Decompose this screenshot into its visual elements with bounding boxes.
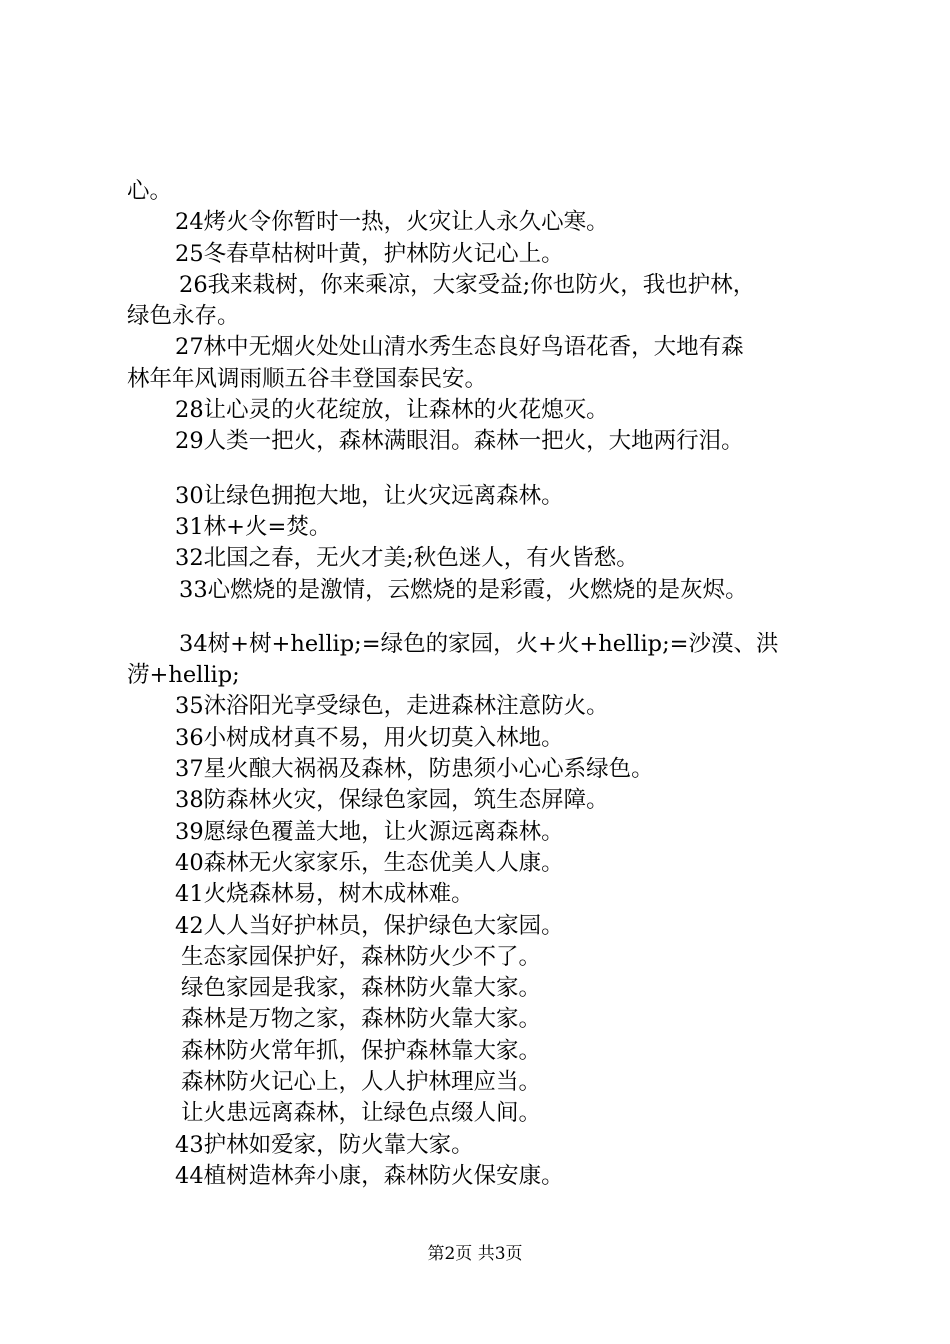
text-line: 林年年风调雨顺五谷丰登国泰民安。 — [127, 365, 488, 392]
text-line: 44植树造林奔小康，森林防火保安康。 — [175, 1162, 564, 1189]
text-line: 41火烧森林易，树木成林难。 — [175, 881, 474, 908]
text-line: 35沐浴阳光享受绿色，走进森林注意防火。 — [175, 693, 609, 720]
text-line: 39愿绿色覆盖大地，让火源远离森林。 — [175, 818, 564, 845]
text-line: 34树+树+hellip;=绿色的家园，火+火+hellip;=沙漠、洪 — [179, 630, 779, 657]
text-line: 38防森林火灾，保绿色家园，筑生态屏障。 — [175, 787, 609, 814]
text-line: 心。 — [127, 178, 173, 204]
text-line: 绿色永存。 — [127, 303, 240, 330]
text-line: 24烤火令你暂时一热，火灾让人永久心寒。 — [175, 209, 609, 236]
text-line: 27林中无烟火处处山清水秀生态良好鸟语花香，大地有森 — [175, 334, 744, 361]
text-line: 31林+火=焚。 — [175, 513, 332, 540]
text-line: 森林是万物之家，森林防火靠大家。 — [181, 1006, 542, 1033]
text-line: 让火患远离森林，让绿色点缀人间。 — [181, 1100, 542, 1127]
paragraph-gap — [127, 606, 842, 629]
text-line: 40森林无火家家乐，生态优美人人康。 — [175, 849, 564, 876]
text-line: 26我来栽树，你来乘凉，大家受益;你也防火，我也护林， — [179, 271, 756, 298]
text-line: 32北国之春，无火才美;秋色迷人，有火皆愁。 — [175, 545, 639, 572]
document-body — [127, 176, 842, 1192]
text-line: 绿色家园是我家，森林防火靠大家。 — [181, 975, 542, 1002]
text-line: 30让绿色拥抱大地，让火灾远离森林。 — [175, 482, 564, 509]
paragraph-gap — [127, 458, 842, 481]
text-line: 42人人当好护林员，保护绿色大家园。 — [175, 912, 564, 939]
text-line: 43护林如爱家，防火靠大家。 — [175, 1131, 474, 1158]
text-line: 36小树成材真不易，用火切莫入林地。 — [175, 724, 564, 751]
text-line: 25冬春草枯树叶黄，护林防火记心上。 — [175, 240, 564, 267]
text-line: 涝+hellip; — [127, 662, 240, 689]
text-line: 28让心灵的火花绽放，让森林的火花熄灭。 — [175, 397, 609, 424]
text-line: 森林防火记心上，人人护林理应当。 — [181, 1069, 542, 1096]
text-line: 生态家园保护好，森林防火少不了。 — [181, 943, 542, 970]
text-line: 29人类一把火，森林满眼泪。森林一把火，大地两行泪。 — [175, 428, 744, 455]
text-line: 37星火酿大祸祸及森林，防患须小心心系绿色。 — [175, 756, 654, 783]
text-line: 森林防火常年抓，保护森林靠大家。 — [181, 1037, 542, 1064]
page-number-footer: 第2页 共3页 — [427, 1244, 523, 1264]
text-line: 33心燃烧的是激情，云燃烧的是彩霞，火燃烧的是灰烬。 — [179, 576, 748, 603]
